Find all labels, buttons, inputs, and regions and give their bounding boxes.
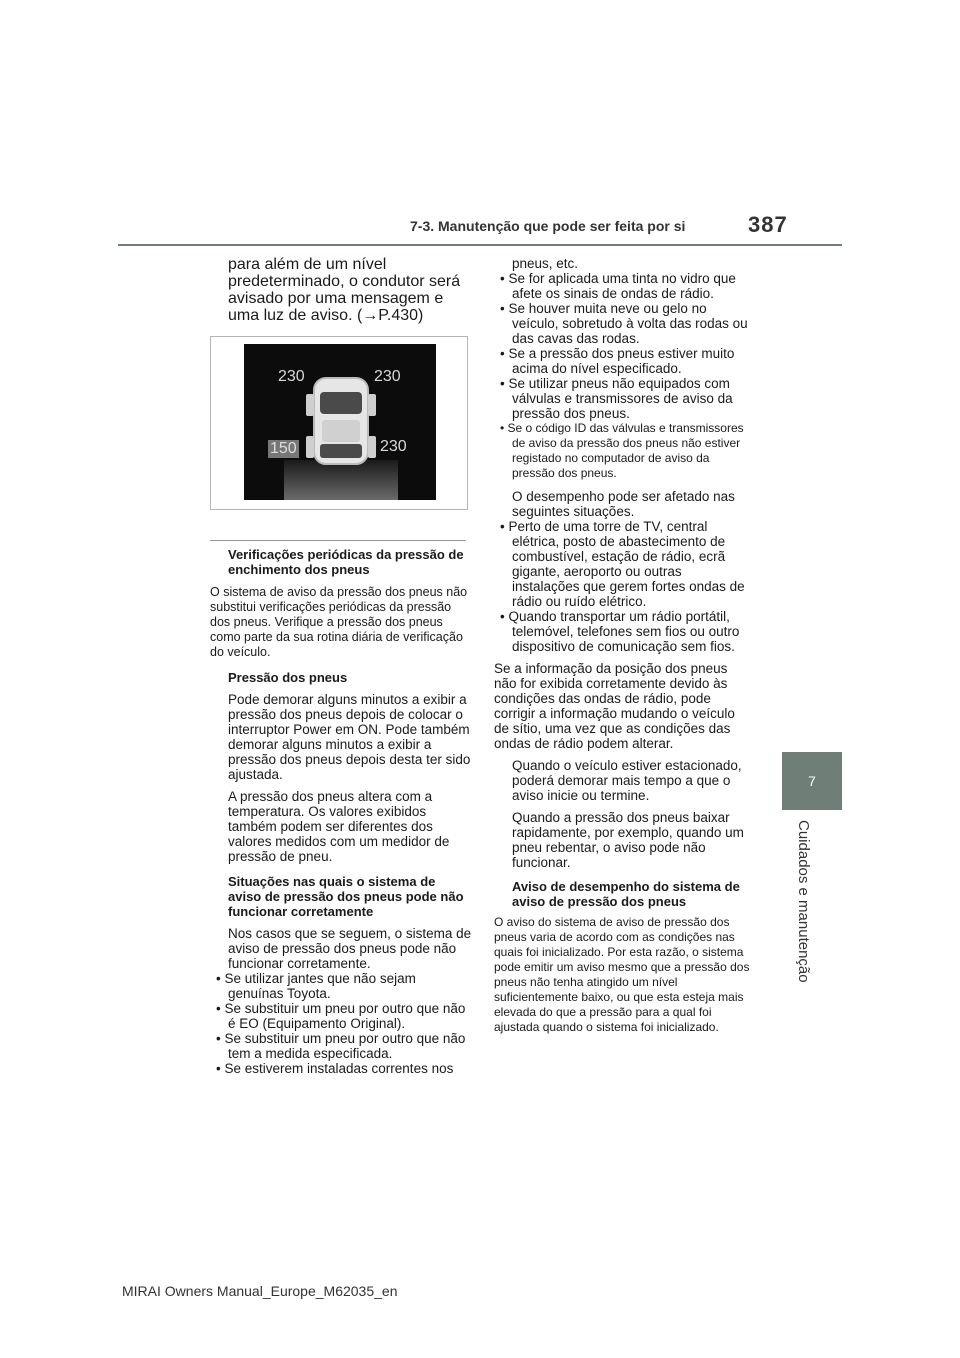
list-item: • Se for aplicada uma tinta no vidro que afete os sinais de ondas de rádio.	[500, 271, 736, 301]
header-rule	[118, 244, 842, 246]
heading-periodic-checks: Verificações periódicas da pressão de enchimento dos pneus	[228, 547, 464, 577]
warning-performance-text: O aviso do sistema de aviso de pressão dos pneus varia de acordo com as condições nas quais foi inicializado. Por esta razão, o sistema pode emitir um aviso mesmo que a pressão dos pneus não tenha atingido um nível suficientemente baixo, ou que esta esteja mais elevada do que a pressão para a qual foi ajustada quando o sistema foi inicializado.	[494, 915, 750, 1034]
list-item: • Se substituir um pneu por outro que não é EO (Equipamento Original).	[216, 1001, 466, 1031]
list-item: • Se utilizar jantes que não sejam genuínas Toyota.	[216, 971, 416, 1001]
malfunction-intro: Nos casos que se seguem, o sistema de aviso de pressão dos pneus pode não funcionar corretamente.	[228, 926, 472, 971]
list-item: • Se estiverem instaladas correntes nos	[216, 1061, 454, 1076]
page-number: 387	[748, 212, 788, 237]
rear-right-pressure: 230	[380, 438, 407, 455]
section-divider	[210, 540, 466, 541]
vehicle-icon	[244, 344, 436, 500]
rear-left-pressure: 150	[270, 440, 297, 457]
list-item: • Se a pressão dos pneus estiver muito acima do nível especificado.	[500, 346, 735, 376]
list-item: • Perto de uma torre de TV, central elétrica, posto de abastecimento de combustível, estação de rádio, ecrã gigante, aeroporto ou outras instalações que gerem fortes ondas de rádio ou ruído elétrico.	[500, 519, 745, 609]
continued-text: pneus, etc.	[512, 256, 579, 271]
list-item: • Se houver muita neve ou gelo no veículo, sobretudo à volta das rodas ou das cavas das rodas.	[500, 301, 748, 346]
multi-info-display	[244, 344, 436, 500]
tire-pressure-text-1: Pode demorar alguns minutos a exibir a pressão dos pneus depois de colocar o interruptor Power em ON. Pode também demorar alguns minutos a exibir a pressão dos pneus depois desta ter sido ajustada.	[228, 692, 471, 782]
front-left-pressure: 230	[278, 368, 305, 385]
heading-tire-pressure: Pressão dos pneus	[228, 670, 348, 685]
performance-intro: O desempenho pode ser afetado nas seguintes situações.	[512, 489, 735, 519]
left-column	[210, 256, 472, 1076]
section-title: 7-3. Manutenção que pode ser feita por si	[410, 218, 686, 234]
parked-text: Quando o veículo estiver estacionado, poderá demorar mais tempo a que o aviso inicie ou termine.	[512, 758, 742, 803]
heading-warning-performance: Aviso de desempenho do sistema de aviso de pressão dos pneus	[512, 879, 740, 909]
list-item: • Quando transportar um rádio portátil, telemóvel, telefones sem fios ou outro dispositivo de comunicação sem fios.	[500, 609, 740, 654]
chapter-tab-number: 7	[782, 752, 842, 810]
chapter-tab-label: Cuidados e manutenção	[795, 820, 812, 983]
list-item: • Se utilizar pneus não equipados com válvulas e transmissores de aviso da pressão dos pneus.	[500, 376, 733, 421]
heading-malfunction-situations: Situações nas quais o sistema de aviso de pressão dos pneus pode não funcionar corretamente	[228, 874, 464, 919]
list-item: • Se substituir um pneu por outro que não tem a medida especificada.	[216, 1031, 466, 1061]
rapid-drop-text: Quando a pressão dos pneus baixar rapidamente, por exemplo, quando um pneu rebentar, o aviso pode não funcionar.	[512, 810, 744, 870]
position-info-text: Se a informação da posição dos pneus não for exibida corretamente devido às condições das ondas de rádio, pode corrigir a informação mudando o veículo de sítio, uma vez que as condições das ondas de rádio podem alterar.	[494, 661, 735, 751]
chapter-tab	[766, 820, 826, 1020]
right-column	[494, 256, 750, 1035]
tire-pressure-figure	[210, 336, 468, 510]
tire-pressure-text-2: A pressão dos pneus altera com a temperatura. Os valores exibidos também podem ser diferentes dos valores medidos com um medidor de pressão de pneu.	[228, 789, 450, 864]
list-item: • Se o código ID das válvulas e transmissores de aviso da pressão dos pneus não estiver registado no computador de aviso da pressão dos pneus.	[500, 421, 744, 480]
front-right-pressure: 230	[374, 368, 401, 385]
periodic-checks-text: O sistema de aviso da pressão dos pneus não substitui verificações periódicas da pressão dos pneus. Verifique a pressão dos pneus como parte da sua rotina diária de verificação do veículo.	[210, 585, 468, 659]
intro-text: para além de um nível predeterminado, o condutor será avisado por uma mensagem e uma luz de aviso. (→P.430)	[228, 256, 461, 324]
footer-text: MIRAI Owners Manual_Europe_M62035_en	[122, 1283, 398, 1299]
